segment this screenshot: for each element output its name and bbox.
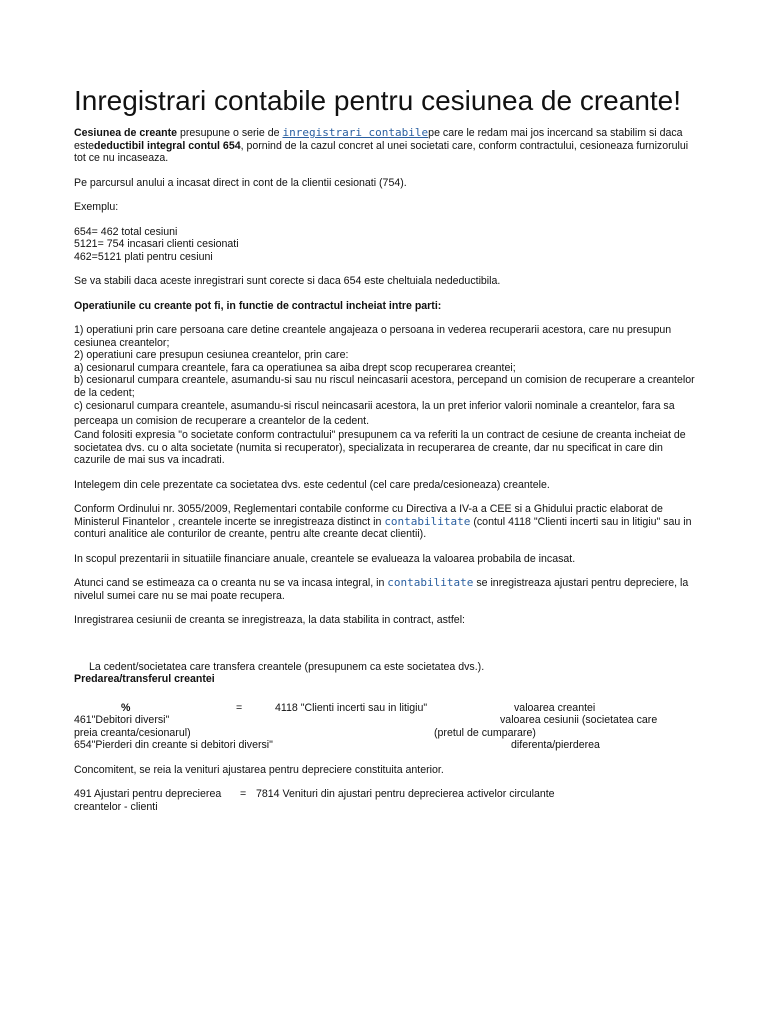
bold-text: Operatiunile cu creante pot fi, in functie de contractul incheiat intre parti: xyxy=(74,299,442,312)
operation-item: Cand folositi expresia "o societate conform contractului" presupunem ca va referiti la un contract de cesiune de creanta incheiat de societatea dvs. cu o alta societate (numita si recuperator), specializata in recuperarea de creante, dar nu specificat in care din cazurile de mai sus va incadrati. xyxy=(74,429,686,466)
text: , pornind de la cazul concret al unei societati care, conform contractului, cesioneaza furnizorului tot ce nu incaseaza. xyxy=(74,139,689,164)
text: se inregistreaza ajustari pentru depreciere, la nivelul sumei care nu se mai poate recupera. xyxy=(74,577,689,602)
entry-row xyxy=(74,801,696,814)
text: Atunci cand se estimeaza ca o creanta nu se va incasa integral, in xyxy=(74,577,388,589)
text: pe care le redam mai jos incercand sa stabilim si daca este xyxy=(74,127,683,152)
operations-list xyxy=(74,324,696,467)
paragraph: La cedent/societatea care transfera creantele (presupunem ca este societatea dvs.). xyxy=(89,660,485,673)
text: (contul 4118 "Clienti incerti sau in litigiu" sau in conturi analitice ale conturilor de creante, pentru alte creante decat clientii). xyxy=(74,515,692,540)
operation-item: 1) operatiuni prin care persoana care detine creantele angajeaza o persoana in vederea recuperarii acestora, care nu presupun cesiunea creantelor; xyxy=(74,324,672,349)
equals-sign: = xyxy=(240,788,247,800)
debit-account: 654"Pierderi din creante si debitori diversi" xyxy=(74,739,273,751)
operation-item: a) cesionarul cumpara creantele, fara ca operatiunea sa aiba drept scop recuperarea creantei; xyxy=(74,361,516,374)
percent-sign: % xyxy=(121,701,131,714)
example-line: 654= 462 total cesiuni xyxy=(74,225,178,238)
link-inregistrari-contabile[interactable]: inregistrari contabile xyxy=(282,126,429,139)
example-line: 462=5121 plati pentru cesiuni xyxy=(74,250,213,263)
link-contabilitate[interactable]: contabilitate xyxy=(387,576,474,589)
paragraph: Se va stabili daca aceste inregistrari sunt corecte si daca 654 este cheltuiala nedeductibila. xyxy=(74,275,501,287)
paragraph: Inregistrarea cesiunii de creanta se inregistreaza, la data stabilita in contract, astfel: xyxy=(74,614,465,626)
bold-term: Cesiunea de creante xyxy=(74,127,178,139)
entry-row xyxy=(74,788,696,801)
amount-label: valoarea creantei xyxy=(514,701,596,714)
example-line: 5121= 754 incasari clienti cesionati xyxy=(74,238,239,250)
debit-account-cont: creantelor - clienti xyxy=(74,800,158,813)
credit-account: 7814 Venituri din ajustari pentru deprecierea activelor circulante xyxy=(256,788,555,800)
bold-text: Predarea/transferul creantei xyxy=(74,673,215,685)
intro-paragraph xyxy=(74,127,696,165)
debit-account: 491 Ajustari pentru deprecierea xyxy=(74,788,222,800)
operation-item: b) cesionarul cumpara creantele, asumandu-si sau nu riscul neincasarii acestora, percepand un comision de recuperare a creantelor de la cedent; xyxy=(74,374,695,399)
accounting-entries xyxy=(74,702,696,752)
bold-term: deductibil integral contul 654 xyxy=(94,139,241,152)
final-entry xyxy=(74,788,696,813)
paragraph: Intelegem din cele prezentate ca societatea dvs. este cedentul (cel care preda/cesioneaza) creantele. xyxy=(74,478,550,491)
article xyxy=(74,84,696,813)
text: Conform Ordinului nr. 3055/2009, Reglementari contabile conforme cu Directiva a IV-a a CEE si a Ghidului practic elaborat de Ministerul Finantelor , creantele incerte se inregistreaza distinct in xyxy=(74,503,663,528)
operation-item: 2) operatiuni care presupun cesiunea creantelor, prin care: xyxy=(74,349,349,361)
text: presupune o serie de xyxy=(177,127,283,139)
account-note: preia creanta/cesionarul) xyxy=(74,726,191,739)
example-list xyxy=(74,226,696,264)
amount-label: valoarea cesiunii (societatea care xyxy=(500,714,658,726)
example-label: Exemplu: xyxy=(74,201,119,213)
paragraph: Pe parcursul anului a incasat direct in cont de la clientii cesionati (754). xyxy=(74,176,407,189)
paragraph xyxy=(74,503,696,541)
amount-label: diferenta/pierderea xyxy=(511,739,600,751)
equals-sign: = xyxy=(236,701,243,714)
entry-row xyxy=(74,714,696,727)
page-title: Inregistrari contabile pentru cesiunea de creante! xyxy=(74,85,682,116)
paragraph xyxy=(74,577,696,602)
section-heading xyxy=(74,300,696,313)
paragraph: Concomitent, se reia la venituri ajustarea pentru depreciere constituita anterior. xyxy=(74,763,444,776)
entry-row xyxy=(74,727,696,740)
link-contabilitate[interactable]: contabilitate xyxy=(384,514,471,528)
amount-note: (pretul de cumparare) xyxy=(434,726,536,739)
entry-row xyxy=(74,739,696,752)
debit-account: 461"Debitori diversi" xyxy=(74,714,170,726)
paragraph: In scopul prezentarii in situatiile financiare anuale, creantele se evalueaza la valoarea probabila de incasat. xyxy=(74,552,576,565)
credit-account: 4118 "Clienti incerti sau in litigiu" xyxy=(275,701,428,714)
subheading xyxy=(74,673,696,686)
operation-item: c) cesionarul cumpara creantele, asumandu-si riscul neincasarii acestora, la un pret inferior valorii nominale a creantelor, fara sa perceapa un comision de recuperare a creantelor de la cedent. xyxy=(74,400,675,427)
entry-row xyxy=(74,702,696,715)
